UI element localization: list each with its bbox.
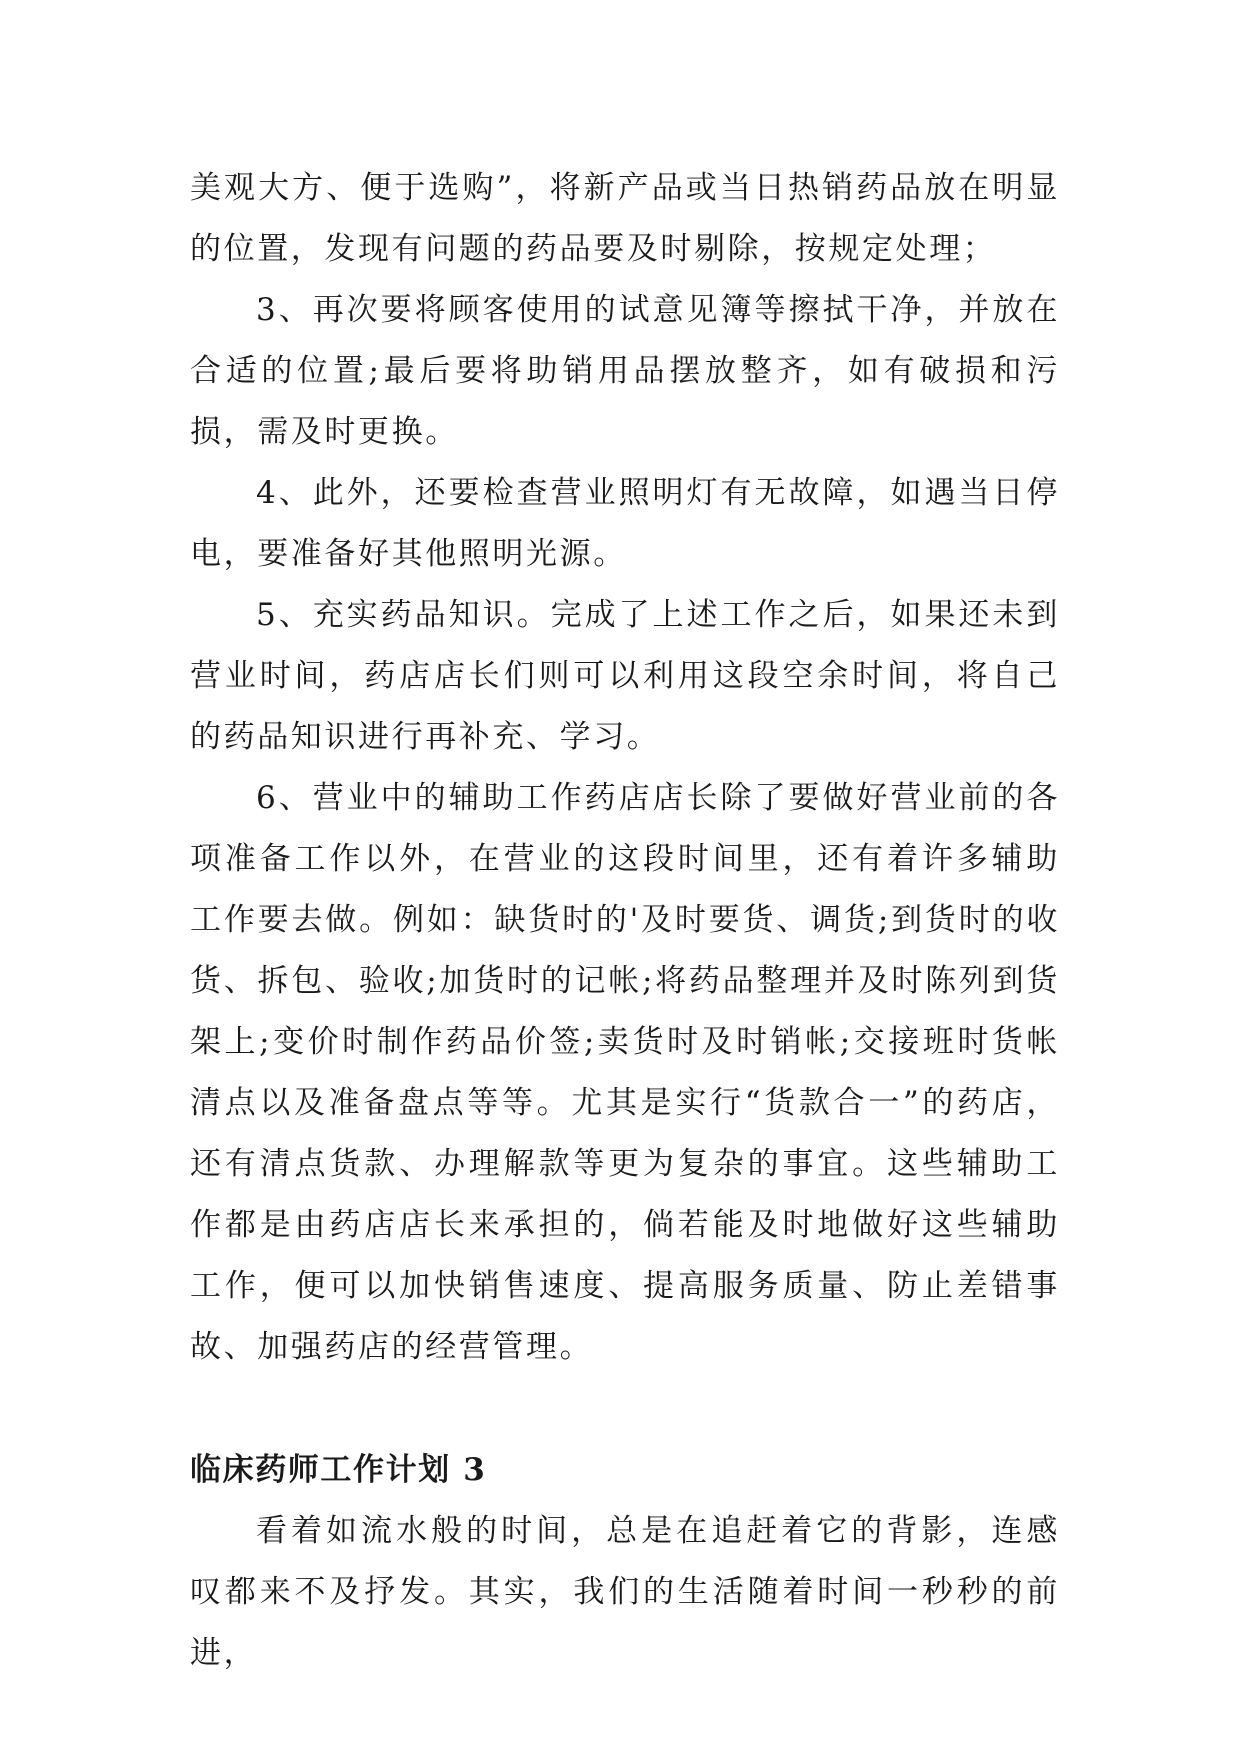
paragraph-intro: 看着如流水般的时间，总是在追赶着它的背影，连感叹都来不及抒发。其实，我们的生活随着时间一秒秒的前进， [190, 1513, 1060, 1671]
section-title: 临床药师工作计划 3 [190, 1452, 487, 1488]
paragraph-item-5: 5、充实药品知识。完成了上述工作之后，如果还未到营业时间，药店店长们则可以利用这段空余时间，将自己的药品知识进行再补充、学习。 [190, 597, 1060, 755]
paragraph-item-4: 4、此外，还要检查营业照明灯有无故障，如遇当日停电，要准备好其他照明光源。 [190, 475, 1060, 572]
document-body [190, 158, 1060, 1684]
paragraph-item-3: 3、再次要将顾客使用的试意见簿等擦拭干净，并放在合适的位置;最后要将助销用品摆放整齐，如有破损和污损，需及时更换。 [190, 292, 1060, 450]
paragraph-continuation: 美观大方、便于选购”，将新产品或当日热销药品放在明显的位置，发现有问题的药品要及时剔除，按规定处理； [190, 170, 1060, 267]
paragraph-item-6: 6、营业中的辅助工作药店店长除了要做好营业前的各项准备工作以外，在营业的这段时间里，还有着许多辅助工作要去做。例如：缺货时的'及时要货、调货;到货时的收货、拆包、验收;加货时的记帐;将药品整理并及时陈列到货架上;变价时制作药品价签;卖货时及时销帐;交接班时货帐清点以及准备盘点等等。尤其是实行“货款合一”的药店，还有清点货款、办理解款等更为复杂的事宜。这些辅助工作都是由药店店长来承担的，倘若能及时地做好这些辅助工作，便可以加快销售速度、提高服务质量、防止差错事故、加强药店的经营管理。 [190, 780, 1060, 1365]
